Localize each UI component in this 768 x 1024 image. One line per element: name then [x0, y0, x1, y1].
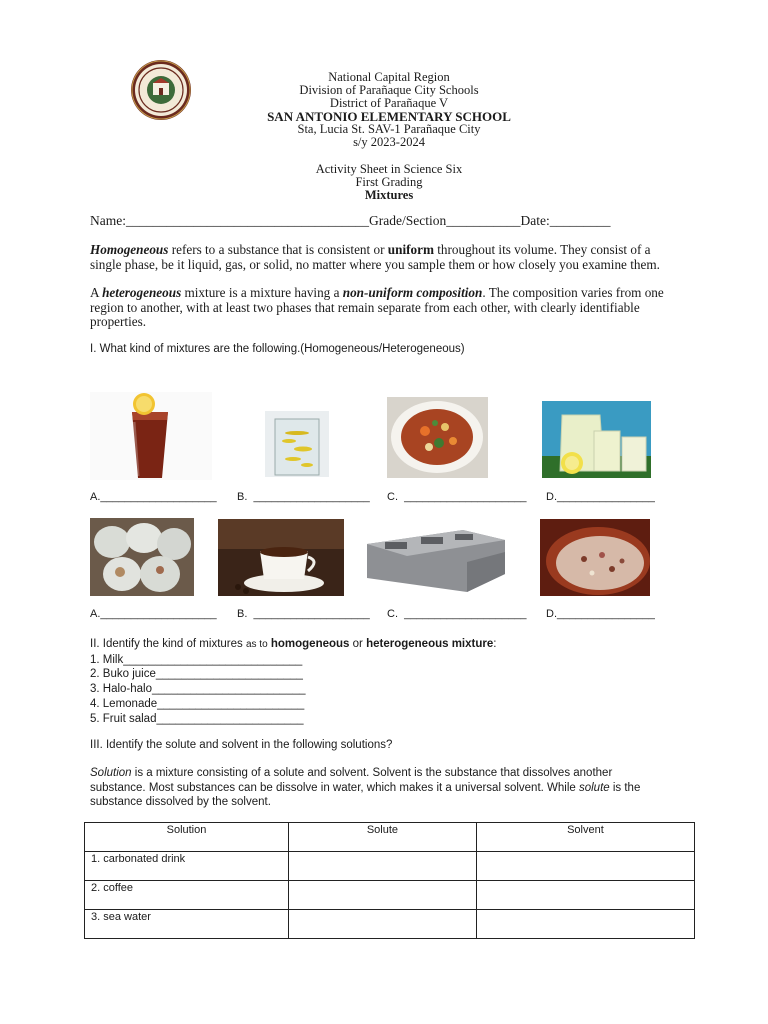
lemonade-pitcher-image — [542, 401, 651, 478]
solution-term: Solution — [90, 767, 132, 779]
list-item[interactable]: 2. Buko juice_______________________ — [90, 668, 303, 681]
part1-heading: I. What kind of mixtures are the following.(Homogeneous/Heterogeneous) — [90, 343, 465, 355]
part2-heading — [90, 637, 496, 653]
definition-text: is a mixture consisting of a solute and solvent. Solvent is the substance that dissolves another substance. Most substances can be dissolve in water, which makes it a universal solvent. While — [90, 767, 613, 794]
heading-or: or — [349, 638, 367, 650]
uniform-term: uniform — [387, 242, 434, 257]
grading-period: First Grading — [355, 175, 423, 189]
school-seal-logo — [122, 59, 200, 121]
table-header-row — [85, 823, 695, 852]
definition-text: refers to a substance that is consistent or — [168, 242, 388, 257]
row1-answer-a[interactable]: A.___________________ — [90, 491, 217, 503]
row2-answer-d[interactable]: D.________________ — [546, 608, 655, 620]
solvent-answer-cell[interactable] — [476, 852, 694, 881]
list-item[interactable]: 5. Fruit salad_______________________ — [90, 712, 304, 725]
solvent-answer-cell[interactable] — [476, 881, 694, 910]
table-row — [85, 852, 695, 881]
definition-text: . The composition varies from one region to another, with at least two phases that remain separate from each other, with clearly identifiable properties. — [90, 285, 664, 329]
solute-answer-cell[interactable] — [289, 910, 477, 939]
part2-section — [90, 637, 496, 726]
definition-text: throughout its volume. They consist of a single phase, be it liquid, gas, or solid, no matter where you sample them or how closely you examine them. — [90, 242, 660, 272]
heterogeneous-term: heterogeneous — [102, 285, 182, 300]
heading-colon: : — [493, 638, 497, 650]
definition-text: is the substance dissolved by the solvent. — [90, 781, 641, 808]
row2-answer-b[interactable]: B. ___________________ — [237, 608, 370, 620]
list-item[interactable]: 3. Halo-halo________________________ — [90, 683, 306, 696]
district-line: District of Parañaque V — [329, 96, 449, 110]
solute-term: solute — [578, 781, 610, 794]
header-solution: Solution — [85, 823, 289, 852]
halo-halo-dessert-image — [540, 519, 650, 596]
header-solute: Solute — [289, 823, 477, 852]
definition-text: mixture is a mixture having a — [181, 285, 343, 300]
solution-cell: 3. sea water — [85, 910, 289, 939]
coffee-cup-image — [218, 519, 344, 596]
row2-answer-c[interactable]: C. ____________________ — [387, 608, 527, 620]
solute-answer-cell[interactable] — [289, 852, 477, 881]
solution-cell: 1. carbonated drink — [85, 852, 289, 881]
iced-tea-image — [90, 392, 212, 480]
solution-definition — [90, 766, 650, 810]
school-year: s/y 2023-2024 — [353, 135, 425, 149]
solute-answer-cell[interactable] — [289, 881, 477, 910]
list-item[interactable]: 4. Lemonade_______________________ — [90, 697, 305, 710]
oil-in-water-beaker-image — [265, 411, 329, 477]
heterogeneous-bold: heterogeneous mixture — [366, 638, 494, 650]
heterogeneous-definition — [90, 286, 680, 330]
definition-text: A — [90, 285, 103, 300]
activity-title-block — [210, 163, 568, 202]
solute-solvent-table — [84, 822, 695, 939]
table-row — [85, 881, 695, 910]
concrete-hollow-blocks-image — [363, 522, 509, 596]
school-header — [210, 71, 568, 149]
school-name: SAN ANTONIO ELEMENTARY SCHOOL — [267, 109, 511, 124]
name-grade-date-line[interactable]: Name:____________________________________Grade/Section___________Date:_________ — [90, 213, 611, 228]
table-row — [85, 910, 695, 939]
region-line: National Capital Region — [328, 70, 450, 84]
row1-answer-c[interactable]: C. ____________________ — [387, 491, 527, 503]
row2-answer-a[interactable]: A.___________________ — [90, 608, 217, 620]
header-solvent: Solvent — [476, 823, 694, 852]
non-uniform-term: non-uniform composition — [342, 285, 483, 300]
activity-topic: Mixtures — [364, 188, 414, 202]
row1-answer-d[interactable]: D.________________ — [546, 491, 655, 503]
vegetable-soup-image — [387, 397, 488, 478]
row1-answer-b[interactable]: B. ___________________ — [237, 491, 370, 503]
homogeneous-bold: homogeneous — [270, 638, 350, 650]
heading-text: II. Identify the kind of mixtures — [90, 638, 246, 650]
school-address: Sta, Lucia St. SAV-1 Parañaque City — [297, 122, 481, 136]
heading-as-to: as to — [245, 639, 268, 650]
homogeneous-definition — [90, 243, 680, 272]
list-item[interactable]: 1. Milk____________________________ — [90, 653, 303, 666]
homogeneous-term: Homogeneous — [90, 242, 169, 257]
solution-cell: 2. coffee — [85, 881, 289, 910]
halo-halo-bags-image — [90, 518, 194, 596]
part3-heading: III. Identify the solute and solvent in the following solutions? — [90, 739, 393, 751]
division-line: Division of Parañaque City Schools — [299, 83, 479, 97]
solvent-answer-cell[interactable] — [476, 910, 694, 939]
activity-title: Activity Sheet in Science Six — [315, 162, 463, 176]
